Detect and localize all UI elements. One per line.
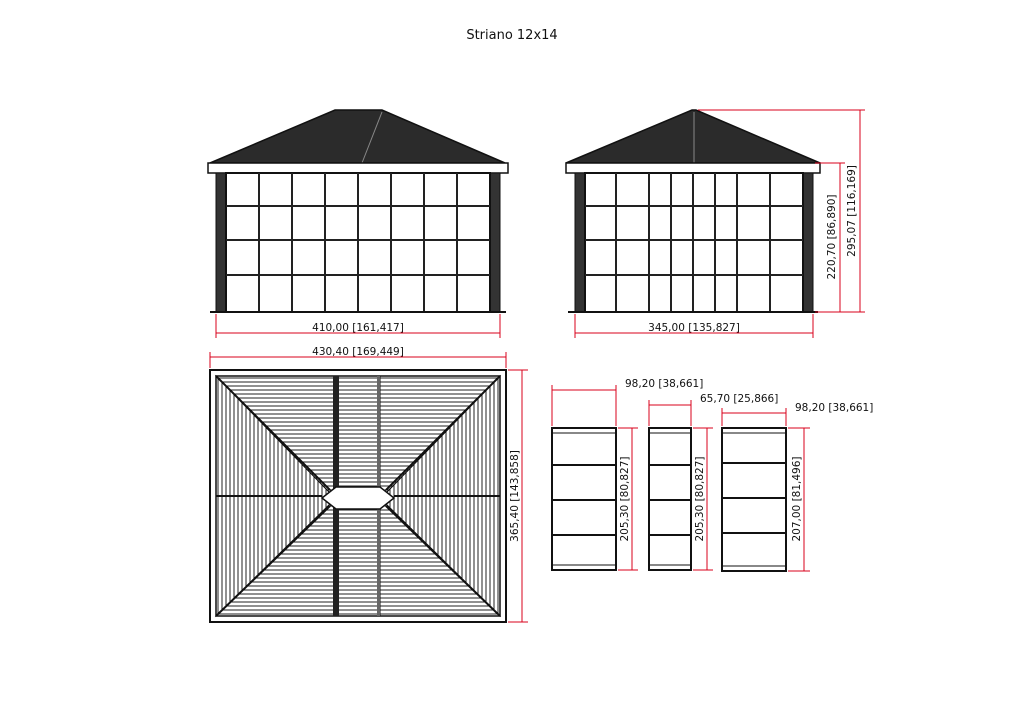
side-elevation (566, 110, 820, 312)
top-width-label: 430,40 [169,449] (312, 346, 404, 358)
front-eave (208, 163, 508, 173)
drawing-title: Striano 12x14 (466, 28, 558, 43)
front-roof (210, 110, 505, 163)
front-width-label: 410,00 [161,417] (312, 322, 404, 334)
panel-c (722, 428, 786, 571)
top-depth-label: 365,40 [143,858] (509, 450, 521, 542)
side-total-height-label: 295,07 [116,169] (846, 165, 858, 257)
side-wall-height-label: 220,70 [86,890] (826, 194, 838, 280)
top-view (210, 370, 506, 622)
front-elevation (208, 110, 508, 312)
side-width-label: 345,00 [135,827] (648, 322, 740, 334)
panel-a (552, 428, 616, 570)
roof-center-cap (322, 487, 394, 509)
side-eave (566, 163, 820, 173)
panel-c-width-label: 98,20 [38,661] (795, 402, 874, 414)
panel-b-height-label: 205,30 [80,827] (694, 456, 706, 542)
side-roof (566, 110, 820, 163)
panel-c-height-label: 207,00 [81,496] (791, 456, 803, 542)
panel-b (649, 428, 691, 570)
front-post-left (216, 173, 226, 312)
side-post-right (803, 173, 813, 312)
panel-a-height-label: 205,30 [80,827] (619, 456, 631, 542)
panel-b-width-label: 65,70 [25,866] (700, 393, 779, 405)
panel-a-width-label: 98,20 [38,661] (625, 378, 704, 390)
front-post-right (490, 173, 500, 312)
side-post-left (575, 173, 585, 312)
